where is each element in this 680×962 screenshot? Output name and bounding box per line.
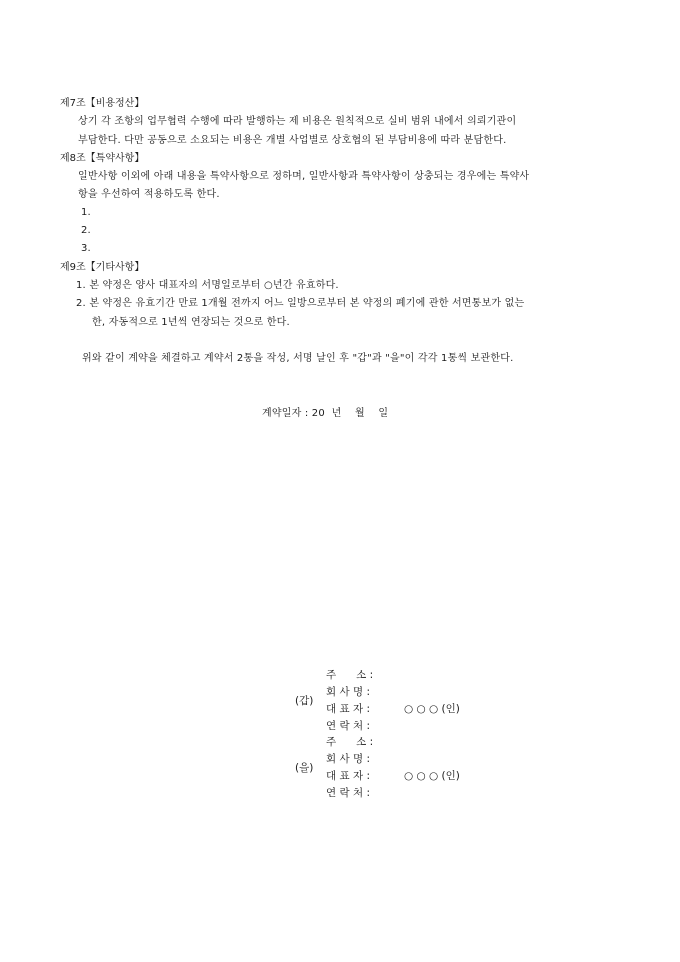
party-a-representative-label: 대 표 자 : <box>326 703 370 715</box>
party-b-company-label: 회 사 명 : <box>326 753 370 765</box>
article7-text-line2: 부담한다. 다만 공동으로 소요되는 비용은 개별 사업별로 상호협의 된 부담비용에 따라 분담한다. <box>78 135 507 146</box>
article8-text-line2: 항을 우선하여 적용하도록 한다. <box>78 189 220 200</box>
party-a-address-label: 주 소 : <box>326 669 374 681</box>
party-b-representative-label: 대 표 자 : <box>326 770 370 782</box>
article9-heading: 제9조【기타사항】 <box>60 262 145 273</box>
article7-heading: 제7조【비용정산】 <box>60 98 145 109</box>
article8-item-2: 2. <box>81 225 91 236</box>
party-a-seal-placeholder: ○ ○ ○ (인) <box>404 703 460 715</box>
article8-heading: 제8조【특약사항】 <box>60 153 145 164</box>
article7-text-line1: 상기 각 조항의 업무협력 수행에 따라 발행하는 제 비용은 원칙적으로 실비 범위 내에서 의뢰기관이 <box>78 116 517 127</box>
article8-item-1: 1. <box>81 207 91 218</box>
party-b-address-label: 주 소 : <box>326 736 374 748</box>
contract-date: 계약일자 : 20 년 월 일 <box>262 408 389 419</box>
article9-item1: 1. 본 약정은 양사 대표자의 서명일로부터 ○년간 유효하다. <box>76 280 339 291</box>
closing-statement: 위와 같이 계약을 체결하고 계약서 2통을 작성, 서명 날인 후 "갑"과 "을"이 각각 1통씩 보관한다. <box>82 353 514 364</box>
party-b-contact-label: 연 락 처 : <box>326 787 370 799</box>
party-a-label: (갑) <box>295 695 314 707</box>
article9-item2-line1: 2. 본 약정은 유효기간 만료 1개월 전까지 어느 일방으로부터 본 약정의 폐기에 관한 서면통보가 없는 <box>76 298 525 309</box>
article9-item2-line2: 한, 자동적으로 1년씩 연장되는 것으로 한다. <box>92 317 290 328</box>
party-a-company-label: 회 사 명 : <box>326 686 370 698</box>
party-a-contact-label: 연 락 처 : <box>326 720 370 732</box>
article8-text-line1: 일반사항 이외에 아래 내용을 특약사항으로 정하며, 일반사항과 특약사항이 상충되는 경우에는 특약사 <box>78 171 530 182</box>
party-b-label: (을) <box>295 762 314 774</box>
article8-item-3: 3. <box>81 243 91 254</box>
party-b-seal-placeholder: ○ ○ ○ (인) <box>404 770 460 782</box>
